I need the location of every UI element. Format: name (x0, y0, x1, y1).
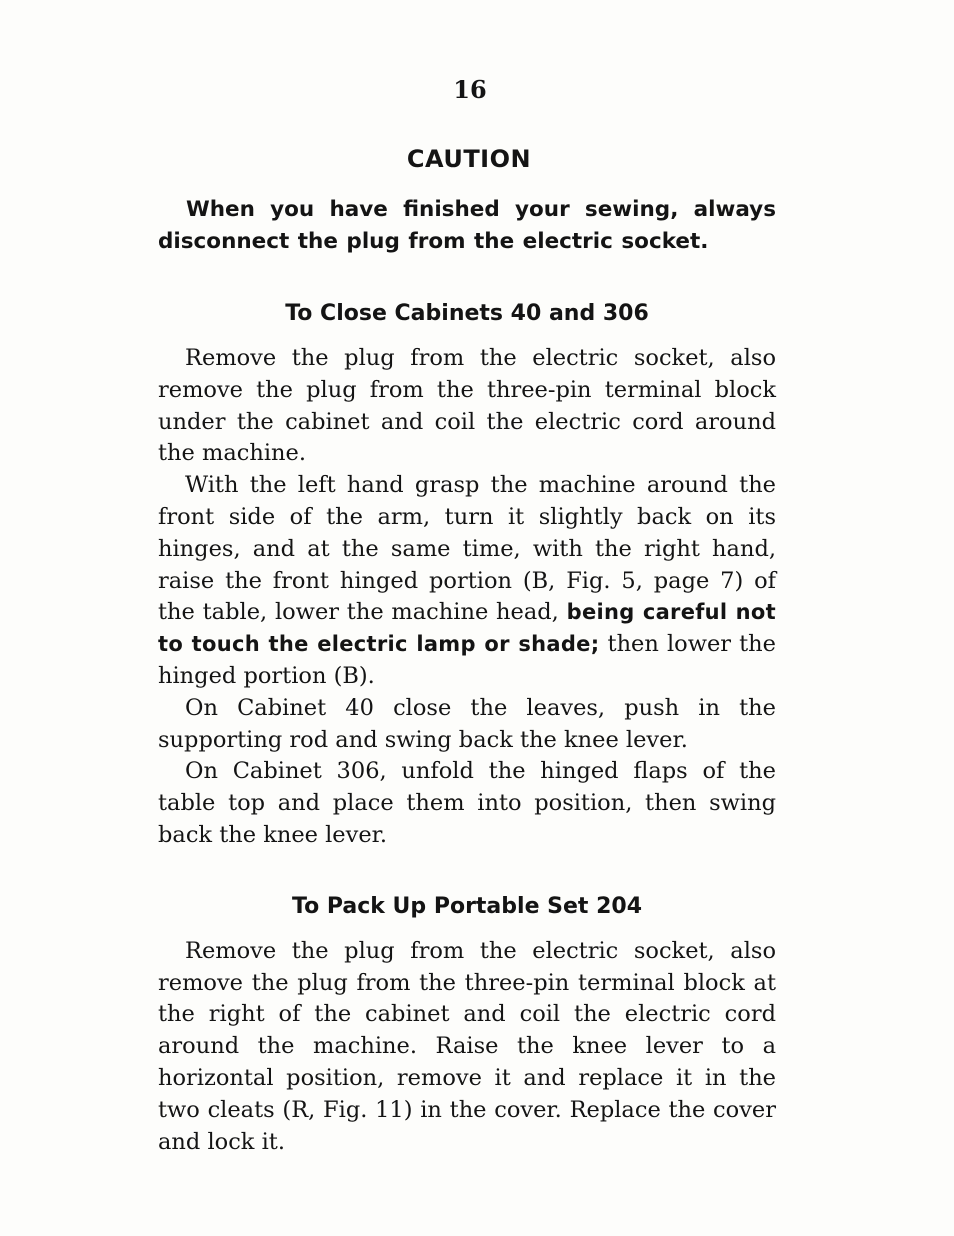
caution-text: When you have finished your sewing, always disconnect the plug from the electric socket. (158, 197, 776, 254)
pack-portable-paragraph: Remove the plug from the electric socket, also remove the plug from the three-pin terminal block at the right of the cabinet and coil the electric cord around the machine. Raise the knee lever to a horizontal position, remove it and replace it in the two cleats (R, Fig. 11) in the cover. Replace the cover and lock it. (158, 937, 776, 1155)
page-number: 16 (453, 75, 487, 104)
pack-portable-heading: To Pack Up Portable Set 204 (291, 893, 643, 919)
manual-page (158, 72, 776, 1158)
close-cabinets-heading: To Close Cabinets 40 and 306 (285, 301, 649, 326)
close-cabinets-paragraph-2-end: then lower the hinged portion (B). (158, 631, 776, 689)
careful-warning-text: being careful not to touch the electric lamp or shade; (158, 600, 776, 657)
close-cabinets-paragraph-2 (158, 470, 776, 693)
close-cabinets-paragraph-4: On Cabinet 306, unfold the hinged flaps of the table top and place them into position, then swing back the knee lever. (158, 758, 776, 848)
caution-title: CAUTION (406, 145, 532, 173)
close-cabinets-paragraph-2-text: With the left hand grasp the machine around the front side of the arm, turn it slightly back on its hinges, and at the same time, with the right hand, raise the front hinged portion (B, Fig. 5, page 7) of the table, lower the machine head, (158, 472, 776, 626)
close-cabinets-paragraph-1: Remove the plug from the electric socket, also remove the plug from the three-pin terminal block under the cabinet and coil the electric cord around the machine. (158, 345, 776, 467)
close-cabinets-paragraph-3: On Cabinet 40 close the leaves, push in the supporting rod and swing back the knee lever. (158, 694, 776, 753)
